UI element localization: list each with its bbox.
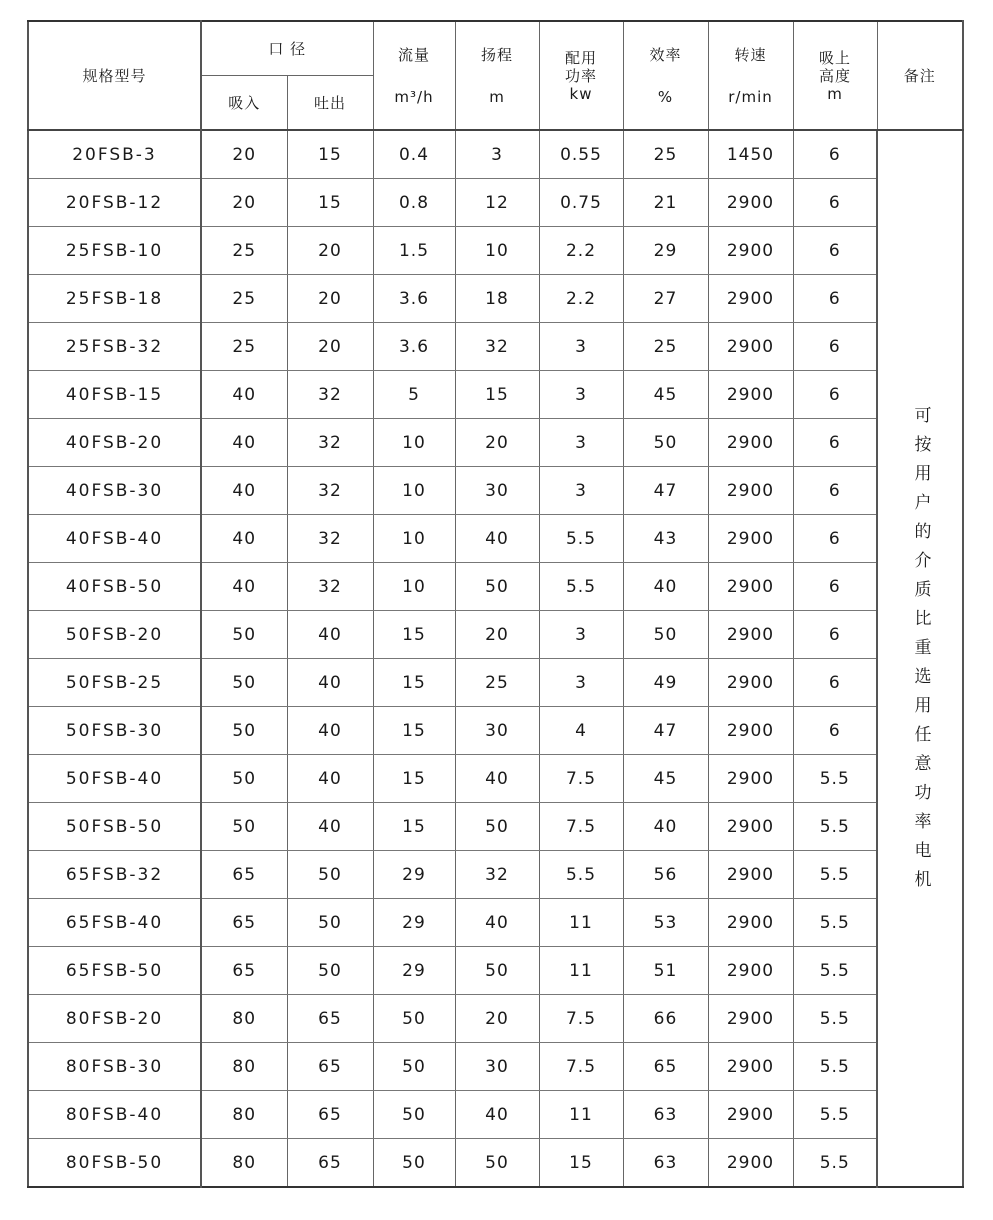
suction-label-line2: 高度 <box>818 66 851 85</box>
suction-cell: 6 <box>793 227 877 275</box>
model-cell: 25FSB-32 <box>28 323 201 371</box>
power-cell: 7.5 <box>539 1043 623 1091</box>
suction-unit: m <box>827 84 843 103</box>
efficiency-cell: 21 <box>623 179 708 227</box>
power-cell: 5.5 <box>539 515 623 563</box>
outlet-cell: 65 <box>287 1139 373 1188</box>
suction-cell: 6 <box>793 371 877 419</box>
speed-cell: 2900 <box>708 899 793 947</box>
model-cell: 40FSB-15 <box>28 371 201 419</box>
suction-label-line1: 吸上 <box>818 48 851 67</box>
head-cell: 50 <box>455 1139 539 1188</box>
speed-cell: 2900 <box>708 755 793 803</box>
flow-cell: 5 <box>373 371 455 419</box>
speed-cell: 2900 <box>708 419 793 467</box>
flow-cell: 50 <box>373 1139 455 1188</box>
power-cell: 0.75 <box>539 179 623 227</box>
power-cell: 3 <box>539 467 623 515</box>
model-cell: 40FSB-20 <box>28 419 201 467</box>
head-cell: 20 <box>455 611 539 659</box>
outlet-cell: 32 <box>287 467 373 515</box>
outlet-cell: 20 <box>287 323 373 371</box>
model-header: 规格型号 <box>28 21 201 130</box>
head-cell: 50 <box>455 563 539 611</box>
inlet-cell: 65 <box>201 947 287 995</box>
outlet-cell: 15 <box>287 130 373 179</box>
suction-cell: 5.5 <box>793 947 877 995</box>
efficiency-cell: 53 <box>623 899 708 947</box>
head-cell: 20 <box>455 419 539 467</box>
efficiency-cell: 45 <box>623 755 708 803</box>
power-cell: 5.5 <box>539 563 623 611</box>
table-row <box>28 323 963 371</box>
model-cell: 80FSB-30 <box>28 1043 201 1091</box>
diameter-header: 口 径 <box>201 21 373 76</box>
outlet-cell: 40 <box>287 755 373 803</box>
head-cell: 10 <box>455 227 539 275</box>
head-cell: 3 <box>455 130 539 179</box>
efficiency-cell: 29 <box>623 227 708 275</box>
remark-header: 备注 <box>877 21 963 130</box>
model-cell: 40FSB-40 <box>28 515 201 563</box>
outlet-cell: 15 <box>287 179 373 227</box>
flow-cell: 15 <box>373 659 455 707</box>
efficiency-cell: 50 <box>623 611 708 659</box>
outlet-header: 吐出 <box>287 76 373 131</box>
speed-cell: 2900 <box>708 467 793 515</box>
flow-cell: 15 <box>373 611 455 659</box>
efficiency-cell: 47 <box>623 467 708 515</box>
outlet-cell: 40 <box>287 611 373 659</box>
model-cell: 65FSB-50 <box>28 947 201 995</box>
flow-cell: 10 <box>373 563 455 611</box>
efficiency-cell: 49 <box>623 659 708 707</box>
inlet-cell: 25 <box>201 323 287 371</box>
head-label: 扬程 <box>480 45 513 64</box>
power-cell: 5.5 <box>539 851 623 899</box>
suction-cell: 5.5 <box>793 851 877 899</box>
efficiency-cell: 40 <box>623 563 708 611</box>
flow-cell: 29 <box>373 851 455 899</box>
model-cell: 65FSB-32 <box>28 851 201 899</box>
head-cell: 30 <box>455 707 539 755</box>
head-cell: 50 <box>455 803 539 851</box>
power-cell: 3 <box>539 371 623 419</box>
power-cell: 11 <box>539 947 623 995</box>
flow-cell: 50 <box>373 1043 455 1091</box>
table-row <box>28 803 963 851</box>
head-header <box>455 21 539 130</box>
head-cell: 40 <box>455 899 539 947</box>
model-cell: 25FSB-10 <box>28 227 201 275</box>
speed-unit: r/min <box>728 87 773 106</box>
power-label-line2: 功率 <box>564 66 597 85</box>
efficiency-cell: 25 <box>623 130 708 179</box>
flow-cell: 1.5 <box>373 227 455 275</box>
flow-unit: m³/h <box>394 87 434 106</box>
inlet-cell: 80 <box>201 1091 287 1139</box>
model-cell: 40FSB-30 <box>28 467 201 515</box>
outlet-cell: 50 <box>287 899 373 947</box>
flow-cell: 50 <box>373 995 455 1043</box>
power-cell: 3 <box>539 419 623 467</box>
inlet-cell: 80 <box>201 1043 287 1091</box>
model-cell: 20FSB-12 <box>28 179 201 227</box>
speed-cell: 2900 <box>708 1139 793 1188</box>
outlet-cell: 32 <box>287 371 373 419</box>
suction-cell: 5.5 <box>793 1139 877 1188</box>
speed-cell: 2900 <box>708 947 793 995</box>
flow-cell: 15 <box>373 707 455 755</box>
efficiency-cell: 63 <box>623 1091 708 1139</box>
suction-cell: 5.5 <box>793 1091 877 1139</box>
speed-cell: 2900 <box>708 179 793 227</box>
head-cell: 25 <box>455 659 539 707</box>
table-row <box>28 659 963 707</box>
power-header <box>539 21 623 130</box>
speed-cell: 2900 <box>708 227 793 275</box>
model-cell: 50FSB-30 <box>28 707 201 755</box>
speed-cell: 2900 <box>708 611 793 659</box>
table-row <box>28 179 963 227</box>
suction-cell: 6 <box>793 275 877 323</box>
head-cell: 32 <box>455 323 539 371</box>
outlet-cell: 32 <box>287 515 373 563</box>
inlet-cell: 80 <box>201 995 287 1043</box>
speed-cell: 2900 <box>708 659 793 707</box>
table-body <box>28 130 963 1187</box>
power-unit: kw <box>569 84 593 103</box>
head-cell: 40 <box>455 515 539 563</box>
outlet-cell: 32 <box>287 419 373 467</box>
power-cell: 7.5 <box>539 995 623 1043</box>
flow-cell: 10 <box>373 515 455 563</box>
table-row <box>28 515 963 563</box>
power-cell: 7.5 <box>539 803 623 851</box>
speed-cell: 1450 <box>708 130 793 179</box>
inlet-header: 吸入 <box>201 76 287 131</box>
power-cell: 7.5 <box>539 755 623 803</box>
power-cell: 0.55 <box>539 130 623 179</box>
efficiency-cell: 56 <box>623 851 708 899</box>
speed-cell: 2900 <box>708 275 793 323</box>
flow-cell: 0.4 <box>373 130 455 179</box>
power-cell: 3 <box>539 659 623 707</box>
inlet-cell: 25 <box>201 275 287 323</box>
model-cell: 50FSB-25 <box>28 659 201 707</box>
table-row <box>28 563 963 611</box>
head-cell: 18 <box>455 275 539 323</box>
head-cell: 32 <box>455 851 539 899</box>
efficiency-cell: 45 <box>623 371 708 419</box>
inlet-cell: 50 <box>201 659 287 707</box>
suction-cell: 5.5 <box>793 1043 877 1091</box>
outlet-cell: 20 <box>287 227 373 275</box>
model-cell: 80FSB-20 <box>28 995 201 1043</box>
remark-cell <box>877 130 963 1187</box>
suction-cell: 5.5 <box>793 899 877 947</box>
model-cell: 80FSB-40 <box>28 1091 201 1139</box>
table-row <box>28 947 963 995</box>
suction-cell: 5.5 <box>793 995 877 1043</box>
speed-cell: 2900 <box>708 515 793 563</box>
flow-label: 流量 <box>397 45 430 64</box>
power-cell: 3 <box>539 611 623 659</box>
outlet-cell: 40 <box>287 803 373 851</box>
table-row <box>28 1091 963 1139</box>
power-cell: 11 <box>539 899 623 947</box>
inlet-cell: 50 <box>201 803 287 851</box>
flow-cell: 29 <box>373 899 455 947</box>
head-cell: 12 <box>455 179 539 227</box>
flow-cell: 15 <box>373 755 455 803</box>
efficiency-cell: 25 <box>623 323 708 371</box>
table-row <box>28 611 963 659</box>
efficiency-cell: 43 <box>623 515 708 563</box>
speed-cell: 2900 <box>708 995 793 1043</box>
outlet-cell: 32 <box>287 563 373 611</box>
suction-cell: 6 <box>793 611 877 659</box>
inlet-cell: 40 <box>201 515 287 563</box>
suction-cell: 6 <box>793 179 877 227</box>
suction-cell: 6 <box>793 130 877 179</box>
power-cell: 3 <box>539 323 623 371</box>
model-cell: 80FSB-50 <box>28 1139 201 1188</box>
head-cell: 30 <box>455 467 539 515</box>
inlet-cell: 65 <box>201 851 287 899</box>
remark-text: 可按用户的介质比重选用任意功率电机 <box>910 406 931 899</box>
table-row <box>28 1043 963 1091</box>
flow-cell: 0.8 <box>373 179 455 227</box>
table-row <box>28 130 963 179</box>
inlet-cell: 50 <box>201 611 287 659</box>
table-row <box>28 419 963 467</box>
efficiency-cell: 40 <box>623 803 708 851</box>
suction-cell: 6 <box>793 515 877 563</box>
flow-cell: 50 <box>373 1091 455 1139</box>
outlet-cell: 40 <box>287 707 373 755</box>
power-cell: 11 <box>539 1091 623 1139</box>
suction-cell: 6 <box>793 467 877 515</box>
model-cell: 50FSB-40 <box>28 755 201 803</box>
suction-cell: 6 <box>793 323 877 371</box>
power-cell: 2.2 <box>539 275 623 323</box>
suction-cell: 6 <box>793 707 877 755</box>
flow-cell: 10 <box>373 467 455 515</box>
table-row <box>28 707 963 755</box>
flow-cell: 29 <box>373 947 455 995</box>
flow-cell: 3.6 <box>373 323 455 371</box>
power-cell: 2.2 <box>539 227 623 275</box>
outlet-cell: 65 <box>287 1043 373 1091</box>
model-cell: 50FSB-20 <box>28 611 201 659</box>
table-row <box>28 227 963 275</box>
table-row <box>28 275 963 323</box>
model-cell: 40FSB-50 <box>28 563 201 611</box>
suction-cell: 6 <box>793 563 877 611</box>
head-cell: 40 <box>455 755 539 803</box>
table-row <box>28 899 963 947</box>
outlet-cell: 65 <box>287 1091 373 1139</box>
inlet-cell: 40 <box>201 419 287 467</box>
inlet-cell: 50 <box>201 755 287 803</box>
efficiency-label: 效率 <box>649 45 682 64</box>
efficiency-cell: 65 <box>623 1043 708 1091</box>
efficiency-unit: % <box>657 87 674 106</box>
outlet-cell: 65 <box>287 995 373 1043</box>
model-cell: 20FSB-3 <box>28 130 201 179</box>
speed-cell: 2900 <box>708 371 793 419</box>
model-cell: 65FSB-40 <box>28 899 201 947</box>
inlet-cell: 40 <box>201 371 287 419</box>
table-row <box>28 467 963 515</box>
speed-cell: 2900 <box>708 851 793 899</box>
flow-cell: 15 <box>373 803 455 851</box>
efficiency-cell: 51 <box>623 947 708 995</box>
inlet-cell: 65 <box>201 899 287 947</box>
inlet-cell: 50 <box>201 707 287 755</box>
efficiency-cell: 27 <box>623 275 708 323</box>
outlet-cell: 50 <box>287 947 373 995</box>
table-row <box>28 1139 963 1188</box>
flow-header <box>373 21 455 130</box>
suction-cell: 5.5 <box>793 755 877 803</box>
speed-cell: 2900 <box>708 323 793 371</box>
head-cell: 40 <box>455 1091 539 1139</box>
head-cell: 30 <box>455 1043 539 1091</box>
table-row <box>28 995 963 1043</box>
speed-cell: 2900 <box>708 563 793 611</box>
table-header <box>28 21 963 130</box>
efficiency-cell: 63 <box>623 1139 708 1188</box>
suction-cell: 6 <box>793 659 877 707</box>
table-row <box>28 851 963 899</box>
speed-header <box>708 21 793 130</box>
efficiency-header <box>623 21 708 130</box>
flow-cell: 10 <box>373 419 455 467</box>
speed-cell: 2900 <box>708 707 793 755</box>
speed-cell: 2900 <box>708 803 793 851</box>
inlet-cell: 20 <box>201 130 287 179</box>
inlet-cell: 25 <box>201 227 287 275</box>
efficiency-cell: 47 <box>623 707 708 755</box>
suction-cell: 5.5 <box>793 803 877 851</box>
head-cell: 20 <box>455 995 539 1043</box>
flow-cell: 3.6 <box>373 275 455 323</box>
suction-header <box>793 21 877 130</box>
suction-cell: 6 <box>793 419 877 467</box>
power-cell: 15 <box>539 1139 623 1188</box>
head-cell: 50 <box>455 947 539 995</box>
efficiency-cell: 66 <box>623 995 708 1043</box>
inlet-cell: 40 <box>201 563 287 611</box>
pump-spec-table <box>27 20 964 1188</box>
model-cell: 25FSB-18 <box>28 275 201 323</box>
outlet-cell: 20 <box>287 275 373 323</box>
inlet-cell: 80 <box>201 1139 287 1188</box>
head-unit: m <box>489 87 505 106</box>
table-row <box>28 371 963 419</box>
speed-label: 转速 <box>734 45 767 64</box>
efficiency-cell: 50 <box>623 419 708 467</box>
inlet-cell: 40 <box>201 467 287 515</box>
power-label-line1: 配用 <box>564 48 597 67</box>
head-cell: 15 <box>455 371 539 419</box>
inlet-cell: 20 <box>201 179 287 227</box>
power-cell: 4 <box>539 707 623 755</box>
speed-cell: 2900 <box>708 1043 793 1091</box>
table-row <box>28 755 963 803</box>
outlet-cell: 50 <box>287 851 373 899</box>
model-cell: 50FSB-50 <box>28 803 201 851</box>
speed-cell: 2900 <box>708 1091 793 1139</box>
outlet-cell: 40 <box>287 659 373 707</box>
